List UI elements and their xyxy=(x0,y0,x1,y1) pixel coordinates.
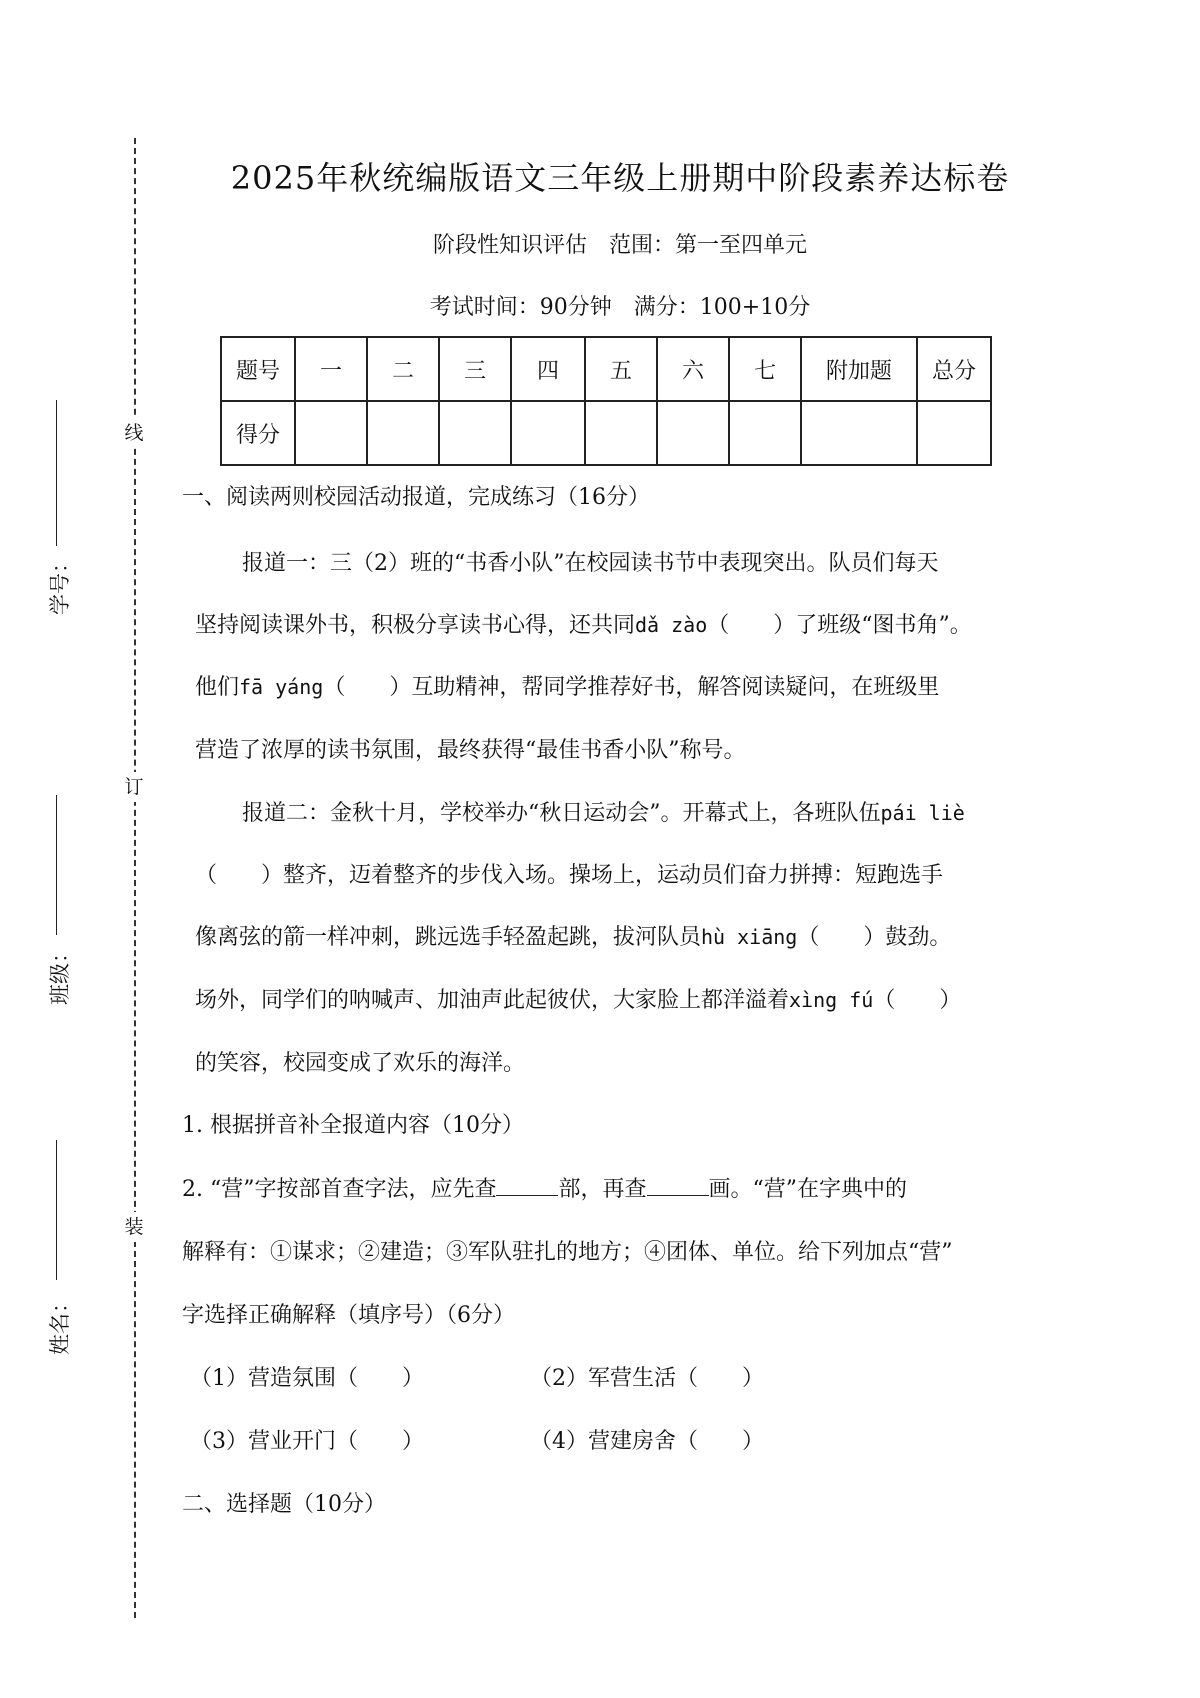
score-cell[interactable] xyxy=(367,401,439,465)
score-table-header-row xyxy=(221,337,991,401)
section1-heading: 一、阅读两则校园活动报道，完成练习（16分） xyxy=(182,485,650,510)
question-2-line2: 解释有：①谋求；②建造；③军队驻扎的地方；④团体、单位。给下列加点“营” xyxy=(182,1240,953,1265)
pinyin-xing-fu: xìng fú xyxy=(789,988,874,1012)
report1-line2: 坚持阅读课外书，积极分享读书心得，还共同dǎ zào（ ）了班级“图书角”。 xyxy=(195,613,972,638)
report2-line5: 的笑容，校园变成了欢乐的海洋。 xyxy=(195,1051,526,1076)
score-header-cell: 五 xyxy=(585,337,657,401)
answer-blank[interactable]: （ ）了班级“图书角”。 xyxy=(707,613,972,638)
q2-item-3[interactable]: （3）营业开门（ ） xyxy=(190,1429,424,1454)
report2-line1: 报道二：金秋十月，学校举办“秋日运动会”。开幕式上，各班队伍pái liè xyxy=(242,801,965,826)
report1-line1: 报道一：三（2）班的“书香小队”在校园读书节中表现突出。队员们每天 xyxy=(242,551,939,576)
report2-line4: 场外，同学们的呐喊声、加油声此起彼伏，大家脸上都洋溢着xìng fú（ ） xyxy=(195,988,962,1013)
score-cell[interactable] xyxy=(729,401,801,465)
score-cell[interactable] xyxy=(917,401,991,465)
score-header-cell: 一 xyxy=(295,337,367,401)
report2-line2: （ ）整齐，迈着整齐的步伐入场。操场上，运动员们奋力拼搏：短跑选手 xyxy=(195,863,944,888)
score-header-cell: 题号 xyxy=(221,337,295,401)
binding-cut-line xyxy=(134,138,136,1618)
score-cell[interactable] xyxy=(511,401,585,465)
score-table-score-row xyxy=(221,401,991,465)
exam-subtitle: 阶段性知识评估 范围：第一至四单元 xyxy=(432,233,807,258)
q2-item-2[interactable]: （2）军营生活（ ） xyxy=(530,1366,764,1391)
q2-item-1[interactable]: （1）营造氛围（ ） xyxy=(190,1366,424,1391)
pinyin-fa-yang: fā yáng xyxy=(239,675,324,699)
cut-label-xian: 线 xyxy=(116,418,152,448)
score-header-cell: 四 xyxy=(511,337,585,401)
question-2-line3: 字选择正确解释（填序号）（6分） xyxy=(182,1303,515,1328)
answer-blank[interactable]: （ ）互助精神，帮同学推荐好书，解答阅读疑问，在班级里 xyxy=(323,675,940,700)
student-id-blank[interactable] xyxy=(56,400,57,546)
score-cell[interactable] xyxy=(439,401,511,465)
score-cell[interactable] xyxy=(585,401,657,465)
cut-label-zhuang: 装 xyxy=(116,1212,152,1242)
score-table xyxy=(220,336,992,466)
report2-line3: 像离弦的箭一样冲刺，跳远选手轻盈起跳，拔河队员hù xiāng（ ）鼓劲。 xyxy=(195,925,952,950)
stroke-count-blank[interactable] xyxy=(647,1177,709,1196)
pinyin-da-zao: dǎ zào xyxy=(635,613,708,637)
name-label: 姓名： xyxy=(48,1292,72,1355)
pinyin-hu-xiang: hù xiāng xyxy=(701,925,798,949)
score-cell[interactable] xyxy=(657,401,729,465)
score-row-label: 得分 xyxy=(221,401,295,465)
exam-title: 2025年秋统编版语文三年级上册期中阶段素养达标卷 xyxy=(230,159,1010,197)
score-cell[interactable] xyxy=(295,401,367,465)
score-header-cell: 附加题 xyxy=(801,337,917,401)
cut-label-ding: 订 xyxy=(116,772,152,802)
student-id-label: 学号： xyxy=(48,552,72,615)
name-blank[interactable] xyxy=(56,1140,57,1280)
score-header-cell: 七 xyxy=(729,337,801,401)
score-cell[interactable] xyxy=(801,401,917,465)
answer-blank[interactable]: （ ） xyxy=(873,988,962,1013)
pinyin-pai-lie: pái liè xyxy=(880,801,965,825)
score-header-cell: 总分 xyxy=(917,337,991,401)
answer-blank[interactable]: （ ）鼓劲。 xyxy=(797,925,952,950)
class-label: 班级： xyxy=(48,942,72,1005)
class-blank[interactable] xyxy=(56,795,57,935)
section2-heading: 二、选择题（10分） xyxy=(182,1492,386,1517)
question-2-line1: 2. “营”字按部首查字法，应先查 部，再查 画。“营”在字典中的 xyxy=(182,1177,907,1202)
question-1: 1. 根据拼音补全报道内容（10分） xyxy=(182,1113,524,1138)
report1-line3: 他们fā yáng（ ）互助精神，帮同学推荐好书，解答阅读疑问，在班级里 xyxy=(195,675,940,700)
score-header-cell: 二 xyxy=(367,337,439,401)
q2-item-4[interactable]: （4）营建房舍（ ） xyxy=(530,1429,764,1454)
radical-blank[interactable] xyxy=(496,1177,558,1196)
score-header-cell: 三 xyxy=(439,337,511,401)
score-header-cell: 六 xyxy=(657,337,729,401)
report1-line4: 营造了浓厚的读书氛围，最终获得“最佳书香小队”称号。 xyxy=(195,738,746,763)
exam-info: 考试时间：90分钟 满分：100+10分 xyxy=(429,295,811,320)
